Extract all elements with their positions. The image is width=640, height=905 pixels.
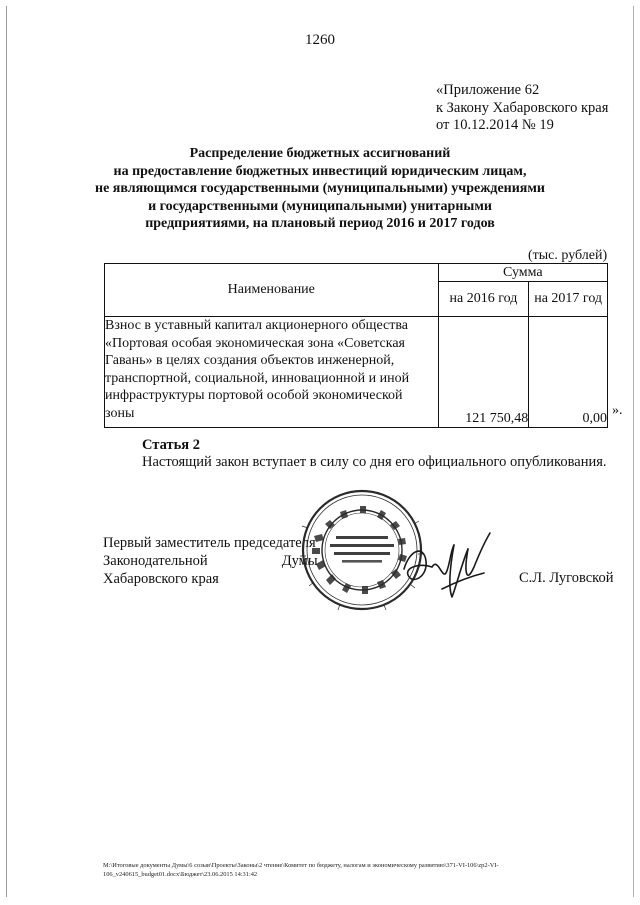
article-text: Настоящий закон вступает в силу со дня его официального опубликования. [142,454,607,470]
desc-line: зоны [105,405,135,421]
signatory-title [103,534,318,588]
footer-line: M:\Итоговые документы Думы\6 созыв\Проекты\Законы\2 чтение\Комитет по бюджету, налогам и экономическому развитию\371-VI-106\zp2-VI- [103,862,499,869]
desc-line: транспортной, социальной, инновационной и иной [105,370,410,386]
signatory-line [103,552,318,570]
desc-line: «Портовая особая экономическая зона «Советская [105,335,405,351]
signatory-word: Думы [281,553,318,569]
handwritten-signature-icon [398,527,498,602]
closing-quote: ». [612,403,623,418]
title-line: и государственными (муниципальными) унитарными [148,198,492,214]
header-sum: Сумма [438,264,607,282]
signatory-word: Законодательной [103,553,208,569]
desc-line: Гавань» в целях создания объектов инженерной, [105,353,395,369]
header-year-2017: на 2017 год [529,282,608,317]
desc-line: Взнос в уставный капитал акционерного общества [105,318,408,333]
table-header-row [105,264,608,282]
file-path-footer [103,861,608,879]
footer-line: 106_v240615_budget01.docx\Бюджет\23.06.2015 14:31:42 [103,871,258,878]
article-title: Статья 2 [142,437,200,453]
value-2016: 121 750,48 [438,317,529,428]
title-line: не являющимся государственными (муниципальными) учреждениями [95,181,545,197]
signer-name: С.Л. Луговской [519,570,614,586]
page-border [6,6,634,897]
units-label: (тыс. рублей) [528,248,608,263]
signatory-line: Хабаровского края [103,571,219,587]
row-description [105,317,439,428]
signatory-line: Первый заместитель председателя [103,535,316,551]
value-2017: 0,00 [529,317,608,428]
desc-line: инфраструктуры портовой особой экономической [105,388,403,404]
header-year-2016: на 2016 год [438,282,529,317]
title-line: предприятиями, на плановый период 2016 и 2017 годов [145,216,495,232]
appendix-line: от 10.12.2014 № 19 [436,117,554,133]
header-name: Наименование [105,264,439,317]
page-number: 1260 [305,32,335,48]
title-line: Распределение бюджетных ассигнований [189,146,451,161]
document-title [90,145,550,233]
budget-table [104,263,608,428]
appendix-line: «Приложение 62 [436,82,540,98]
appendix-reference [436,82,608,135]
title-line: на предоставление бюджетных инвестиций юридическим лицам, [113,163,527,179]
appendix-line: к Закону Хабаровского края [436,99,609,116]
table-row [105,317,608,428]
